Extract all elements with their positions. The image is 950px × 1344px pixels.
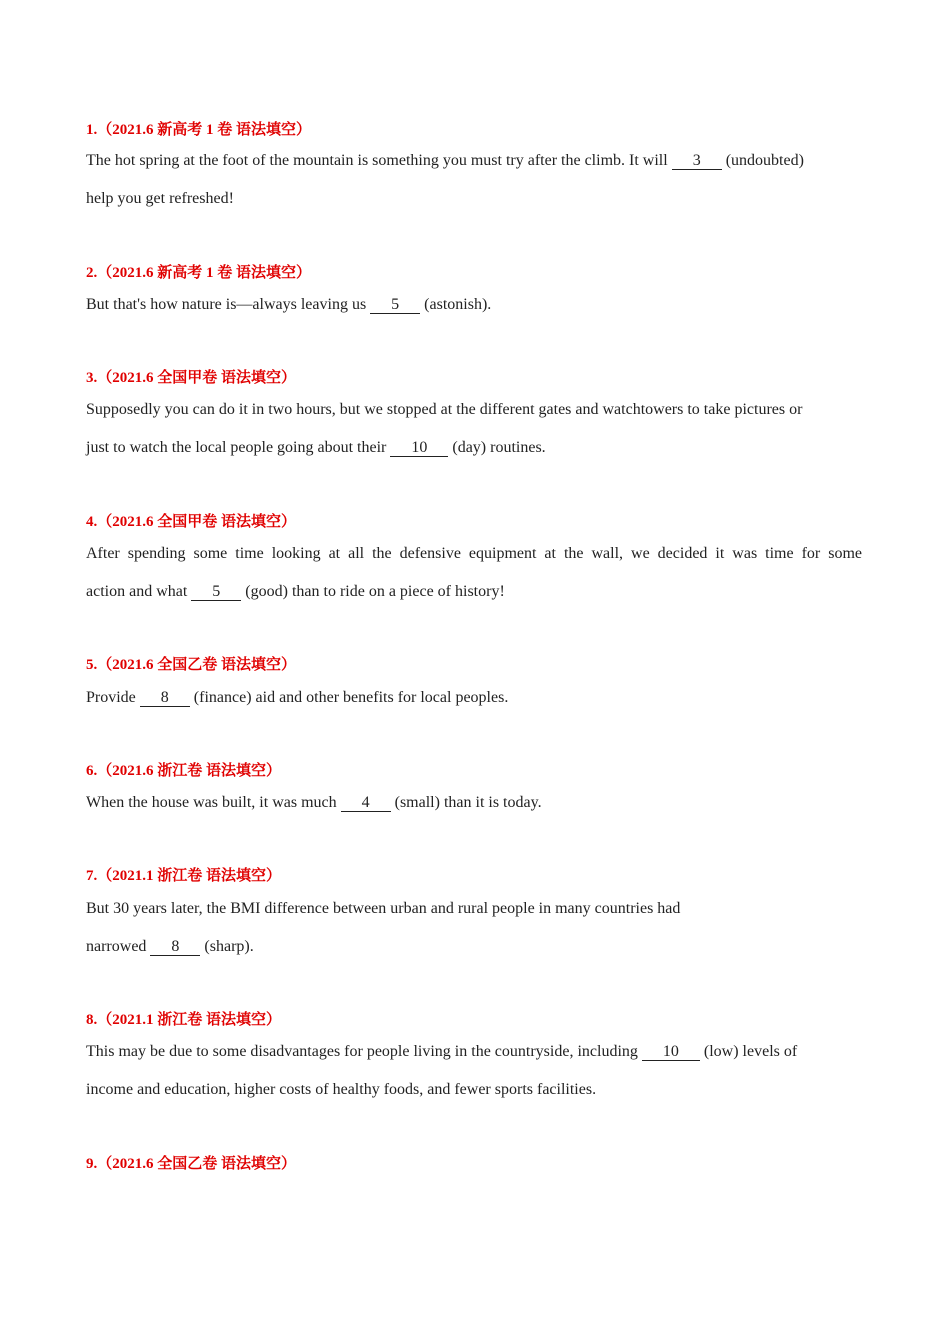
- text: Supposedly you can do it in two hours, but we stopped at the different gates and watchtowers to take pictures or: [86, 401, 803, 418]
- question-4-line-1: [86, 545, 862, 563]
- question-8-line-1: [86, 1043, 797, 1061]
- text: The hot spring at the foot of the mountain is something you must try after the climb. It will: [86, 152, 672, 169]
- question-3-line-1: [86, 401, 802, 419]
- question-7-line-1: [86, 900, 680, 918]
- text: just to watch the local people going about their: [86, 439, 391, 456]
- question-5-line-1: [86, 689, 508, 707]
- question-4-line-2: [86, 583, 505, 601]
- text: When the house was built, it was much: [86, 794, 341, 811]
- question-1-line-2: [86, 190, 234, 208]
- question-7-line-2: [86, 938, 254, 956]
- text: (small) than it is today.: [390, 794, 542, 811]
- question-7-heading: 7.（2021.1 浙江卷 语法填空）: [86, 868, 282, 884]
- answer-blank: 10: [642, 1044, 700, 1061]
- question-2-line-1: [86, 296, 491, 314]
- answer-blank: 8: [140, 690, 190, 707]
- text: But 30 years later, the BMI difference between urban and rural people in many countries had: [86, 900, 681, 917]
- question-1-heading: 1.（2021.6 新高考 1 卷 语法填空）: [86, 122, 312, 138]
- text: After spending some time looking at all the defensive equipment at the wall, we decided it was time for some: [86, 545, 862, 562]
- text: (day) routines.: [448, 439, 546, 456]
- question-6-heading: 6.（2021.6 浙江卷 语法填空）: [86, 763, 282, 779]
- text: (undoubted): [721, 152, 804, 169]
- question-6-line-1: [86, 794, 542, 812]
- text: income and education, higher costs of healthy foods, and fewer sports facilities.: [86, 1081, 597, 1098]
- text: Provide: [86, 689, 140, 706]
- text: (finance) aid and other benefits for local peoples.: [189, 689, 509, 706]
- answer-blank: 5: [370, 297, 420, 314]
- question-8-heading: 8.（2021.1 浙江卷 语法填空）: [86, 1012, 282, 1028]
- question-3-heading: 3.（2021.6 全国甲卷 语法填空）: [86, 370, 297, 386]
- answer-blank: 5: [191, 584, 241, 601]
- text: But that's how nature is—always leaving us: [86, 296, 371, 313]
- text: (astonish).: [420, 296, 492, 313]
- text: action and what: [86, 583, 192, 600]
- question-5-heading: 5.（2021.6 全国乙卷 语法填空）: [86, 657, 297, 673]
- text: (sharp).: [200, 938, 254, 955]
- answer-blank: 4: [341, 795, 391, 812]
- text: This may be due to some disadvantages for people living in the countryside, including: [86, 1043, 642, 1060]
- question-1-line-1: [86, 152, 804, 170]
- question-3-line-2: [86, 439, 546, 457]
- text: narrowed: [86, 938, 151, 955]
- text: (good) than to ride on a piece of history!: [241, 583, 505, 600]
- question-2-heading: 2.（2021.6 新高考 1 卷 语法填空）: [86, 265, 312, 281]
- answer-blank: 8: [150, 939, 200, 956]
- question-8-line-2: [86, 1081, 596, 1099]
- text: help you get refreshed!: [86, 190, 234, 207]
- question-9-heading: 9.（2021.6 全国乙卷 语法填空）: [86, 1156, 297, 1172]
- answer-blank: 10: [390, 440, 448, 457]
- question-4-heading: 4.（2021.6 全国甲卷 语法填空）: [86, 514, 297, 530]
- text: (low) levels of: [699, 1043, 798, 1060]
- answer-blank: 3: [672, 153, 722, 170]
